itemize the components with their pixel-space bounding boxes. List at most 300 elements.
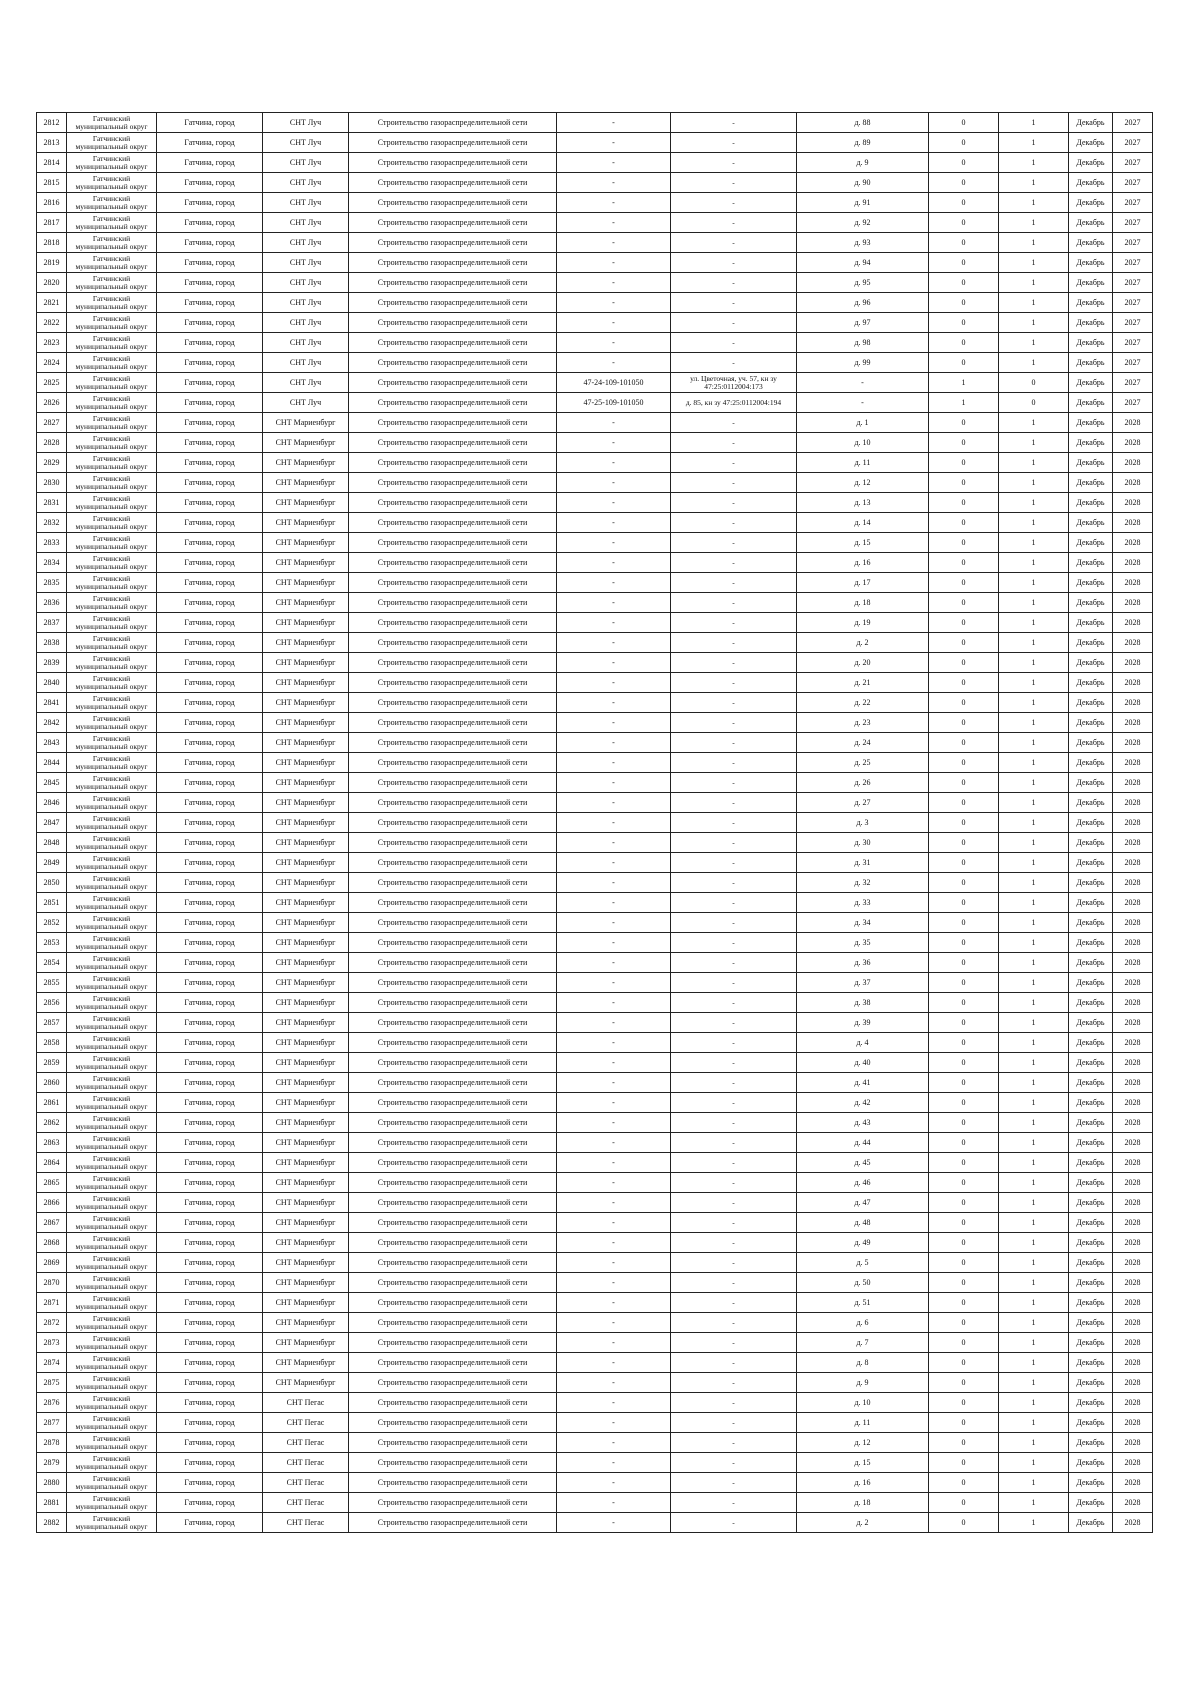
settlement-cell: Гатчина, город [157,233,263,253]
object-cell: СНТ Мариенбург [263,1033,349,1053]
month-cell: Декабрь [1069,1133,1113,1153]
address-cell: - [671,353,797,373]
district-cell: Гатчинский муниципальный округ [67,353,157,373]
year-cell: 2028 [1113,1193,1153,1213]
house-cell: д. 1 [797,413,929,433]
month-cell: Декабрь [1069,1013,1113,1033]
year-cell: 2028 [1113,893,1153,913]
settlement-cell: Гатчина, город [157,1253,263,1273]
settlement-cell: Гатчина, город [157,293,263,313]
count-a-cell: 0 [929,913,999,933]
month-cell: Декабрь [1069,593,1113,613]
house-cell: д. 94 [797,253,929,273]
count-a-cell: 0 [929,1413,999,1433]
settlement-cell: Гатчина, город [157,1313,263,1333]
row-number-cell: 2844 [37,753,67,773]
row-number-cell: 2877 [37,1413,67,1433]
object-cell: СНТ Пегас [263,1493,349,1513]
object-cell: СНТ Луч [263,273,349,293]
work-type-cell: Строительство газораспределительной сети [349,373,557,393]
month-cell: Декабрь [1069,1353,1113,1373]
object-cell: СНТ Мариенбург [263,413,349,433]
month-cell: Декабрь [1069,1453,1113,1473]
table-row [37,173,1153,193]
table-row [37,573,1153,593]
settlement-cell: Гатчина, город [157,713,263,733]
cadastral-cell: - [557,613,671,633]
count-a-cell: 0 [929,253,999,273]
table-row [37,1053,1153,1073]
house-cell: д. 18 [797,1493,929,1513]
month-cell: Декабрь [1069,313,1113,333]
district-cell: Гатчинский муниципальный округ [67,433,157,453]
count-b-cell: 1 [999,1353,1069,1373]
row-number-cell: 2841 [37,693,67,713]
row-number-cell: 2851 [37,893,67,913]
year-cell: 2027 [1113,253,1153,273]
address-cell: - [671,513,797,533]
work-type-cell: Строительство газораспределительной сети [349,693,557,713]
settlement-cell: Гатчина, город [157,1073,263,1093]
district-cell: Гатчинский муниципальный округ [67,673,157,693]
work-type-cell: Строительство газораспределительной сети [349,173,557,193]
month-cell: Декабрь [1069,1513,1113,1533]
house-cell: д. 3 [797,813,929,833]
year-cell: 2028 [1113,593,1153,613]
settlement-cell: Гатчина, город [157,113,263,133]
count-b-cell: 1 [999,1213,1069,1233]
district-cell: Гатчинский муниципальный округ [67,1473,157,1493]
work-type-cell: Строительство газораспределительной сети [349,753,557,773]
month-cell: Декабрь [1069,433,1113,453]
district-cell: Гатчинский муниципальный округ [67,1373,157,1393]
table-row [37,1133,1153,1153]
settlement-cell: Гатчина, город [157,153,263,173]
count-a-cell: 0 [929,753,999,773]
count-b-cell: 1 [999,593,1069,613]
object-cell: СНТ Мариенбург [263,1253,349,1273]
address-cell: - [671,873,797,893]
table-row [37,1353,1153,1373]
address-cell: - [671,1353,797,1373]
work-type-cell: Строительство газораспределительной сети [349,953,557,973]
year-cell: 2028 [1113,1273,1153,1293]
year-cell: 2028 [1113,1353,1153,1373]
district-cell: Гатчинский муниципальный округ [67,773,157,793]
count-a-cell: 0 [929,513,999,533]
row-number-cell: 2819 [37,253,67,273]
work-type-cell: Строительство газораспределительной сети [349,293,557,313]
district-cell: Гатчинский муниципальный округ [67,1153,157,1173]
settlement-cell: Гатчина, город [157,473,263,493]
settlement-cell: Гатчина, город [157,313,263,333]
work-type-cell: Строительство газораспределительной сети [349,1053,557,1073]
count-a-cell: 0 [929,133,999,153]
cadastral-cell: - [557,273,671,293]
row-number-cell: 2873 [37,1333,67,1353]
house-cell: д. 42 [797,1093,929,1113]
year-cell: 2028 [1113,553,1153,573]
year-cell: 2027 [1113,293,1153,313]
object-cell: СНТ Мариенбург [263,433,349,453]
district-cell: Гатчинский муниципальный округ [67,573,157,593]
month-cell: Декабрь [1069,473,1113,493]
district-cell: Гатчинский муниципальный округ [67,153,157,173]
object-cell: СНТ Луч [263,393,349,413]
district-cell: Гатчинский муниципальный округ [67,933,157,953]
count-b-cell: 1 [999,173,1069,193]
object-cell: СНТ Мариенбург [263,593,349,613]
object-cell: СНТ Мариенбург [263,853,349,873]
settlement-cell: Гатчина, город [157,1113,263,1133]
table-row [37,453,1153,473]
cadastral-cell: - [557,1433,671,1453]
count-b-cell: 1 [999,573,1069,593]
cadastral-cell: - [557,1273,671,1293]
table-row [37,1013,1153,1033]
month-cell: Декабрь [1069,1213,1113,1233]
cadastral-cell: - [557,1453,671,1473]
house-cell: д. 10 [797,1393,929,1413]
district-cell: Гатчинский муниципальный округ [67,1513,157,1533]
row-number-cell: 2831 [37,493,67,513]
object-cell: СНТ Пегас [263,1393,349,1413]
house-cell: д. 36 [797,953,929,973]
cadastral-cell: - [557,333,671,353]
count-a-cell: 0 [929,1333,999,1353]
count-b-cell: 1 [999,1113,1069,1133]
table-row [37,1513,1153,1533]
count-a-cell: 0 [929,293,999,313]
cadastral-cell: - [557,1093,671,1113]
table-row [37,533,1153,553]
work-type-cell: Строительство газораспределительной сети [349,1453,557,1473]
table-row [37,553,1153,573]
table-row [37,193,1153,213]
table-row [37,253,1153,273]
object-cell: СНТ Пегас [263,1433,349,1453]
district-cell: Гатчинский муниципальный округ [67,1173,157,1193]
month-cell: Декабрь [1069,833,1113,853]
table-row [37,793,1153,813]
cadastral-cell: - [557,1473,671,1493]
row-number-cell: 2863 [37,1133,67,1153]
table-row [37,413,1153,433]
address-cell: - [671,493,797,513]
count-b-cell: 1 [999,693,1069,713]
cadastral-cell: - [557,953,671,973]
cadastral-cell: - [557,553,671,573]
row-number-cell: 2878 [37,1433,67,1453]
object-cell: СНТ Мариенбург [263,493,349,513]
work-type-cell: Строительство газораспределительной сети [349,393,557,413]
address-cell: - [671,913,797,933]
year-cell: 2028 [1113,473,1153,493]
count-a-cell: 0 [929,1233,999,1253]
work-type-cell: Строительство газораспределительной сети [349,253,557,273]
year-cell: 2028 [1113,693,1153,713]
house-cell: д. 97 [797,313,929,333]
settlement-cell: Гатчина, город [157,1153,263,1173]
cadastral-cell: - [557,1413,671,1433]
row-number-cell: 2869 [37,1253,67,1273]
settlement-cell: Гатчина, город [157,253,263,273]
cadastral-cell: - [557,1113,671,1133]
count-a-cell: 0 [929,1513,999,1533]
count-b-cell: 1 [999,353,1069,373]
object-cell: СНТ Пегас [263,1513,349,1533]
count-b-cell: 1 [999,993,1069,1013]
year-cell: 2028 [1113,1393,1153,1413]
count-b-cell: 1 [999,713,1069,733]
district-cell: Гатчинский муниципальный округ [67,853,157,873]
object-cell: СНТ Мариенбург [263,733,349,753]
object-cell: СНТ Мариенбург [263,553,349,573]
count-a-cell: 0 [929,113,999,133]
cadastral-cell: - [557,353,671,373]
year-cell: 2027 [1113,193,1153,213]
count-a-cell: 0 [929,813,999,833]
cadastral-cell: - [557,1293,671,1313]
month-cell: Декабрь [1069,633,1113,653]
year-cell: 2028 [1113,633,1153,653]
address-cell: - [671,1273,797,1293]
address-cell: - [671,1233,797,1253]
count-b-cell: 1 [999,1473,1069,1493]
address-cell: - [671,1153,797,1173]
year-cell: 2027 [1113,313,1153,333]
house-cell: д. 33 [797,893,929,913]
row-number-cell: 2866 [37,1193,67,1213]
settlement-cell: Гатчина, город [157,353,263,373]
address-cell: - [671,753,797,773]
work-type-cell: Строительство газораспределительной сети [349,1113,557,1133]
district-cell: Гатчинский муниципальный округ [67,593,157,613]
year-cell: 2028 [1113,1453,1153,1473]
settlement-cell: Гатчина, город [157,1413,263,1433]
house-cell: д. 18 [797,593,929,613]
object-cell: СНТ Мариенбург [263,1233,349,1253]
district-cell: Гатчинский муниципальный округ [67,993,157,1013]
row-number-cell: 2818 [37,233,67,253]
count-a-cell: 0 [929,1373,999,1393]
address-cell: - [671,153,797,173]
count-a-cell: 0 [929,953,999,973]
settlement-cell: Гатчина, город [157,533,263,553]
year-cell: 2028 [1113,853,1153,873]
house-cell: д. 90 [797,173,929,193]
settlement-cell: Гатчина, город [157,1433,263,1453]
table-row [37,1173,1153,1193]
object-cell: СНТ Мариенбург [263,993,349,1013]
count-b-cell: 1 [999,133,1069,153]
object-cell: СНТ Луч [263,173,349,193]
month-cell: Декабрь [1069,393,1113,413]
house-cell: д. 99 [797,353,929,373]
settlement-cell: Гатчина, город [157,793,263,813]
year-cell: 2028 [1113,1413,1153,1433]
object-cell: СНТ Пегас [263,1473,349,1493]
table-row [37,693,1153,713]
count-a-cell: 0 [929,1133,999,1153]
row-number-cell: 2828 [37,433,67,453]
count-b-cell: 1 [999,513,1069,533]
cadastral-cell: - [557,693,671,713]
year-cell: 2027 [1113,133,1153,153]
cadastral-cell: - [557,533,671,553]
district-cell: Гатчинский муниципальный округ [67,833,157,853]
count-b-cell: 1 [999,1013,1069,1033]
row-number-cell: 2830 [37,473,67,493]
count-b-cell: 1 [999,613,1069,633]
address-cell: - [671,453,797,473]
district-cell: Гатчинский муниципальный округ [67,1433,157,1453]
count-a-cell: 0 [929,493,999,513]
month-cell: Декабрь [1069,173,1113,193]
district-cell: Гатчинский муниципальный округ [67,893,157,913]
address-cell: - [671,733,797,753]
count-a-cell: 0 [929,1493,999,1513]
cadastral-cell: - [557,1013,671,1033]
count-b-cell: 1 [999,333,1069,353]
cadastral-cell: - [557,713,671,733]
year-cell: 2028 [1113,1053,1153,1073]
house-cell: д. 26 [797,773,929,793]
district-cell: Гатчинский муниципальный округ [67,413,157,433]
settlement-cell: Гатчина, город [157,573,263,593]
work-type-cell: Строительство газораспределительной сети [349,913,557,933]
cadastral-cell: - [557,593,671,613]
address-cell: - [671,213,797,233]
cadastral-cell: - [557,413,671,433]
object-cell: СНТ Луч [263,293,349,313]
row-number-cell: 2879 [37,1453,67,1473]
cadastral-cell: - [557,973,671,993]
count-a-cell: 0 [929,153,999,173]
cadastral-cell: - [557,473,671,493]
year-cell: 2027 [1113,233,1153,253]
house-cell: - [797,373,929,393]
year-cell: 2027 [1113,213,1153,233]
count-a-cell: 0 [929,1173,999,1193]
address-cell: - [671,1033,797,1053]
count-a-cell: 0 [929,673,999,693]
work-type-cell: Строительство газораспределительной сети [349,613,557,633]
month-cell: Декабрь [1069,1293,1113,1313]
table-row [37,773,1153,793]
object-cell: СНТ Мариенбург [263,473,349,493]
house-cell: д. 17 [797,573,929,593]
month-cell: Декабрь [1069,373,1113,393]
work-type-cell: Строительство газораспределительной сети [349,1033,557,1053]
address-cell: - [671,893,797,913]
district-cell: Гатчинский муниципальный округ [67,693,157,713]
count-b-cell: 1 [999,1433,1069,1453]
settlement-cell: Гатчина, город [157,1293,263,1313]
house-cell: д. 30 [797,833,929,853]
row-number-cell: 2867 [37,1213,67,1233]
year-cell: 2028 [1113,1373,1153,1393]
work-type-cell: Строительство газораспределительной сети [349,493,557,513]
year-cell: 2028 [1113,793,1153,813]
count-a-cell: 0 [929,853,999,873]
year-cell: 2028 [1113,933,1153,953]
cadastral-cell: - [557,1193,671,1213]
table-row [37,213,1153,233]
month-cell: Декабрь [1069,253,1113,273]
year-cell: 2027 [1113,173,1153,193]
object-cell: СНТ Мариенбург [263,1273,349,1293]
count-b-cell: 0 [999,373,1069,393]
district-cell: Гатчинский муниципальный округ [67,1413,157,1433]
district-cell: Гатчинский муниципальный округ [67,713,157,733]
count-b-cell: 1 [999,273,1069,293]
year-cell: 2028 [1113,1033,1153,1053]
month-cell: Декабрь [1069,1493,1113,1513]
house-cell: д. 41 [797,1073,929,1093]
year-cell: 2028 [1113,773,1153,793]
month-cell: Декабрь [1069,893,1113,913]
month-cell: Декабрь [1069,273,1113,293]
cadastral-cell: - [557,1333,671,1353]
address-cell: - [671,1213,797,1233]
house-cell: д. 31 [797,853,929,873]
row-number-cell: 2835 [37,573,67,593]
work-type-cell: Строительство газораспределительной сети [349,313,557,333]
work-type-cell: Строительство газораспределительной сети [349,1493,557,1513]
object-cell: СНТ Мариенбург [263,1153,349,1173]
work-type-cell: Строительство газораспределительной сети [349,1013,557,1033]
house-cell: д. 9 [797,153,929,173]
row-number-cell: 2871 [37,1293,67,1313]
row-number-cell: 2839 [37,653,67,673]
house-cell: д. 23 [797,713,929,733]
count-b-cell: 1 [999,1153,1069,1173]
year-cell: 2028 [1113,1473,1153,1493]
address-cell: - [671,833,797,853]
settlement-cell: Гатчина, город [157,1353,263,1373]
month-cell: Декабрь [1069,733,1113,753]
district-cell: Гатчинский муниципальный округ [67,473,157,493]
district-cell: Гатчинский муниципальный округ [67,793,157,813]
year-cell: 2028 [1113,533,1153,553]
address-cell: - [671,573,797,593]
row-number-cell: 2816 [37,193,67,213]
table-row [37,893,1153,913]
object-cell: СНТ Луч [263,353,349,373]
house-cell: д. 2 [797,1513,929,1533]
house-cell: д. 12 [797,473,929,493]
year-cell: 2027 [1113,333,1153,353]
cadastral-cell: - [557,193,671,213]
year-cell: 2028 [1113,653,1153,673]
settlement-cell: Гатчина, город [157,1093,263,1113]
cadastral-cell: - [557,1313,671,1333]
cadastral-cell: - [557,1393,671,1413]
count-a-cell: 0 [929,1213,999,1233]
count-b-cell: 1 [999,1053,1069,1073]
work-type-cell: Строительство газораспределительной сети [349,1433,557,1453]
address-cell: - [671,813,797,833]
table-row [37,233,1153,253]
count-a-cell: 0 [929,1153,999,1173]
count-b-cell: 1 [999,1073,1069,1093]
house-cell: д. 24 [797,733,929,753]
month-cell: Декабрь [1069,973,1113,993]
address-cell: - [671,1453,797,1473]
year-cell: 2028 [1113,673,1153,693]
settlement-cell: Гатчина, город [157,893,263,913]
